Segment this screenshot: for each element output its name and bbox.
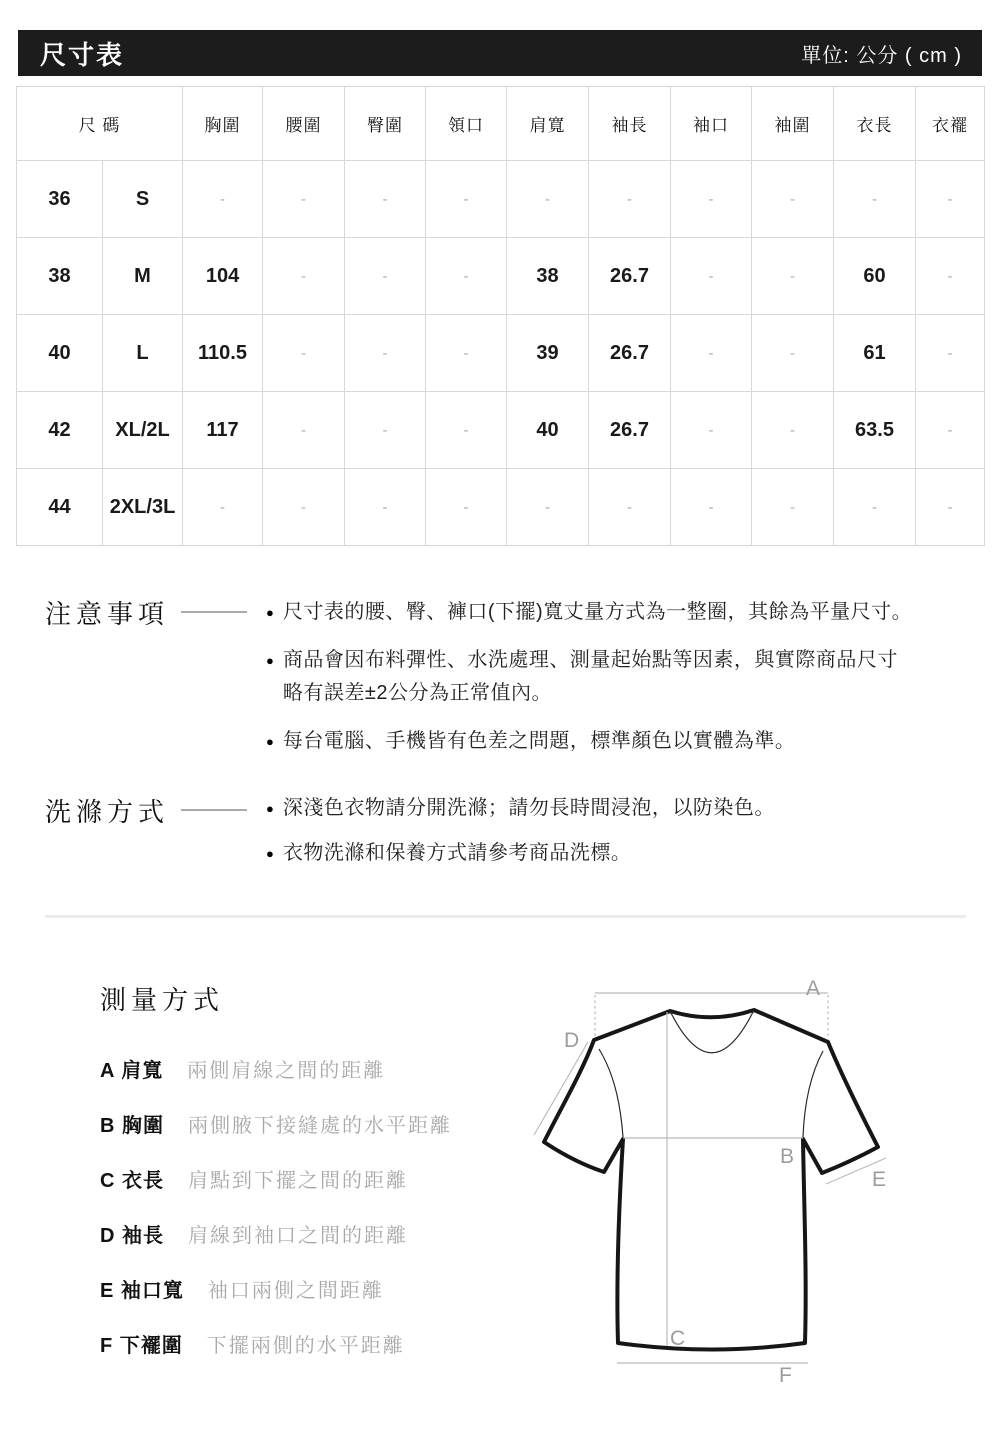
size-value-cell: 110.5 [183,315,263,392]
size-value-cell: - [671,315,752,392]
size-value-cell: - [916,392,985,469]
bullet-icon: ● [266,846,274,861]
size-label-cell: M [103,238,183,315]
bullet-text: 衣物洗滌和保養方式請參考商品洗標。 [282,842,632,864]
size-value-cell: - [834,469,916,546]
size-table [16,86,985,546]
size-number-cell: 40 [17,315,103,392]
diagram-label-a: A [806,977,821,1000]
column-header: 臀圍 [345,87,426,161]
bullet-text: 尺寸表的腰、臀、褲口(下擺)寬丈量方式為一整圈，其餘為平量尺寸。 [282,601,913,623]
column-header: 胸圍 [183,87,263,161]
size-value-cell: 26.7 [589,315,671,392]
table-row [17,392,985,469]
size-label-cell: S [103,161,183,238]
bullet-icon: ● [266,734,274,749]
size-label-cell: XL/2L [103,392,183,469]
size-value-cell: - [752,161,834,238]
tshirt-outline [544,1010,878,1350]
size-value-cell: - [752,469,834,546]
size-value-cell: - [263,315,345,392]
measurement-item [100,1164,452,1192]
size-value-cell: 40 [507,392,589,469]
size-value-cell: - [345,469,426,546]
size-value-cell: 26.7 [589,238,671,315]
washing-list [266,792,976,882]
bullet-text: 商品會因布料彈性、水洗處理、測量起始點等因素，與實際商品尺寸 略有誤差±2公分為正常值內。 [282,649,898,704]
measurement-item [100,1054,452,1082]
size-value-cell: - [671,238,752,315]
table-row [17,315,985,392]
size-value-cell: - [345,315,426,392]
size-value-cell: - [345,238,426,315]
size-value-cell: - [345,392,426,469]
size-chart-title: 尺寸表 [40,39,125,70]
size-value-cell: 104 [183,238,263,315]
measurement-description: 兩側肩線之間的距離 [187,1059,386,1082]
note-item [266,725,976,758]
size-value-cell: - [426,161,507,238]
notes-title: 注意事項 [45,599,170,629]
size-value-cell: - [345,161,426,238]
table-row [17,161,985,238]
wash-item [266,792,976,825]
size-table-head [17,87,985,161]
diagram-label-b: B [780,1145,795,1168]
column-header: 袖口 [671,87,752,161]
size-value-cell: 38 [507,238,589,315]
table-row [17,469,985,546]
unit-label: 單位: 公分 ( cm ) [801,44,962,67]
size-value-cell: - [671,469,752,546]
measurement-list [100,1054,452,1357]
size-value-cell: 61 [834,315,916,392]
measurement-description: 袖口兩側之間距離 [207,1279,384,1302]
column-header: 領口 [426,87,507,161]
size-label-cell: 2XL/3L [103,469,183,546]
column-header: 肩寬 [507,87,589,161]
size-value-cell: - [752,315,834,392]
measurement-item [100,1109,452,1137]
bullet-icon: ● [266,605,274,620]
measurement-description: 肩線到袖口之間的距離 [188,1224,408,1247]
column-header: 腰圍 [263,87,345,161]
diagram-label-f: F [779,1364,792,1385]
measurement-label: D 袖長 [100,1224,164,1247]
size-value-cell: 117 [183,392,263,469]
column-header: 尺 碼 [17,87,183,161]
washing-title-dash [181,809,247,811]
note-item [266,596,976,629]
note-item [266,644,976,710]
washing-title: 洗滌方式 [45,797,170,827]
tshirt-diagram [520,965,920,1385]
size-value-cell: 39 [507,315,589,392]
column-header: 袖圍 [752,87,834,161]
table-row [17,238,985,315]
size-value-cell: 26.7 [589,392,671,469]
size-value-cell: - [263,238,345,315]
size-value-cell: - [671,392,752,469]
size-value-cell: - [671,161,752,238]
size-value-cell: - [263,392,345,469]
size-value-cell: - [426,469,507,546]
size-value-cell: - [507,469,589,546]
diagram-label-d: D [564,1029,580,1052]
notes-list [266,596,976,773]
size-table-body [17,161,985,546]
size-value-cell: - [752,238,834,315]
size-value-cell: - [916,161,985,238]
measurement-description: 兩側腋下接縫處的水平距離 [188,1114,452,1137]
size-chart-header [18,30,982,76]
size-value-cell: - [263,161,345,238]
measurement-label: C 衣長 [100,1169,164,1192]
size-value-cell: - [916,469,985,546]
measurement-title: 測量方式 [100,985,225,1015]
bullet-icon: ● [266,653,274,668]
measurement-item [100,1329,452,1357]
column-header: 袖長 [589,87,671,161]
bullet-icon: ● [266,801,274,816]
notes-title-dash [181,611,247,613]
size-value-cell: 63.5 [834,392,916,469]
size-value-cell: - [752,392,834,469]
size-value-cell: - [426,392,507,469]
size-value-cell: - [426,315,507,392]
size-label-cell: L [103,315,183,392]
measurement-label: A 肩寬 [100,1059,164,1082]
bullet-text: 每台電腦、手機皆有色差之問題，標準顏色以實體為準。 [282,730,796,752]
size-number-cell: 38 [17,238,103,315]
measurement-description: 肩點到下擺之間的距離 [188,1169,408,1192]
column-header: 衣長 [834,87,916,161]
size-value-cell: - [263,469,345,546]
size-value-cell: - [183,161,263,238]
size-value-cell: 60 [834,238,916,315]
measurement-label: F 下襬圍 [100,1334,183,1357]
size-value-cell: - [589,469,671,546]
measurement-item [100,1274,452,1302]
measurement-label: B 胸圍 [100,1114,164,1137]
size-value-cell: - [589,161,671,238]
measurement-item [100,1219,452,1247]
size-number-cell: 42 [17,392,103,469]
diagram-label-c: C [670,1327,686,1350]
measurement-label: E 袖口寬 [100,1279,184,1302]
size-value-cell: - [426,238,507,315]
size-value-cell: - [507,161,589,238]
size-number-cell: 36 [17,161,103,238]
size-value-cell: - [916,315,985,392]
diagram-label-e: E [872,1168,887,1191]
size-table-header-row [17,87,985,161]
size-number-cell: 44 [17,469,103,546]
bullet-text: 深淺色衣物請分開洗滌；請勿長時間浸泡，以防染色。 [282,797,775,819]
wash-item [266,837,976,870]
size-value-cell: - [183,469,263,546]
column-header: 衣襬 [916,87,985,161]
size-value-cell: - [834,161,916,238]
section-divider [45,915,966,918]
size-value-cell: - [916,238,985,315]
measurement-description: 下擺兩側的水平距離 [206,1334,405,1357]
